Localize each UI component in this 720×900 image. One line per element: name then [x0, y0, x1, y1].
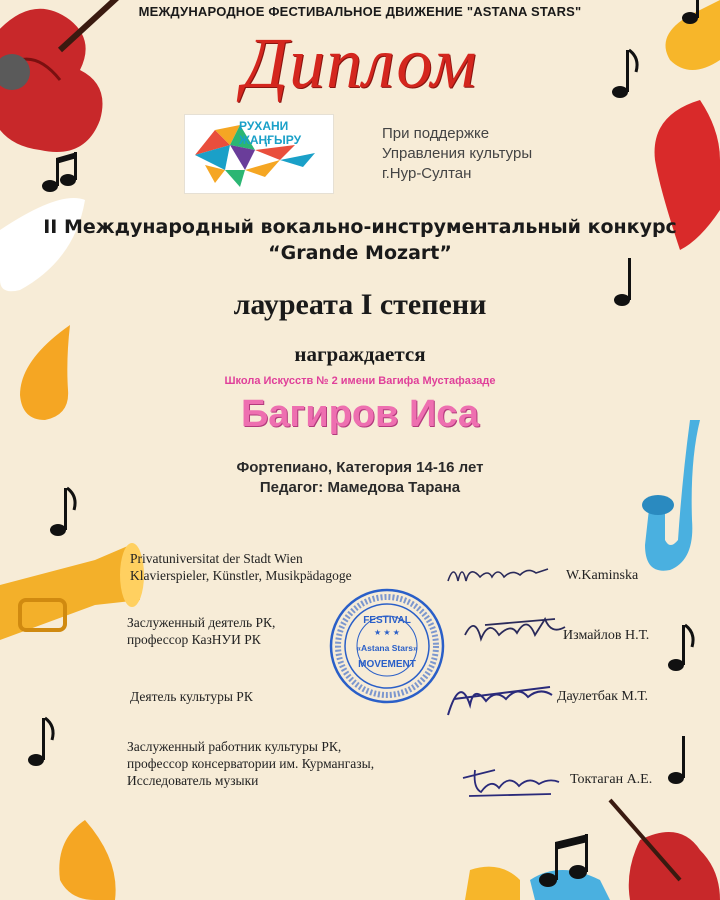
- jury-4-title-line-2: профессор консерватории им. Курмангазы,: [127, 756, 375, 771]
- jury-2-title-line-2: профессор КазНУИ РК: [127, 632, 261, 647]
- support-block: [382, 124, 532, 184]
- jury-2-title-line-1: Заслуженный деятель РК,: [127, 615, 276, 630]
- jury-1-name: W.Kaminska: [566, 568, 639, 583]
- support-line-1: При поддержке: [382, 125, 490, 142]
- stamp-middle-text: «Astana Stars»: [356, 643, 418, 653]
- jury-3-title-line-1: Деятель культуры РК: [130, 689, 253, 704]
- support-line-3: г.Нур-Султан: [382, 165, 472, 182]
- contest-line-2: “Grande Mozart”: [268, 242, 452, 264]
- jury-4-title-line-1: Заслуженный работник культуры РК,: [127, 739, 342, 754]
- stamp-stars-icon: ★ ★ ★: [374, 628, 400, 637]
- logo-line-2: ЖАҢҒЫРУ: [239, 133, 302, 147]
- support-line-2: Управления культуры: [382, 145, 533, 162]
- signature-4-icon: [455, 758, 565, 803]
- contest-line-1: II Международный вокально-инструментальный конкурс: [43, 216, 677, 238]
- music-note-icon: [668, 736, 685, 784]
- trumpet-icon: [0, 543, 144, 640]
- stamp-seal-icon: [328, 587, 446, 705]
- rukhani-zhangyru-logo: [184, 114, 334, 194]
- contest-title: [0, 214, 720, 266]
- jury-4-title-line-3: Исследователь музыки: [127, 773, 259, 788]
- yellow-drop-bottom-shape: [465, 867, 520, 900]
- logo-text: [239, 119, 301, 147]
- award-details: [0, 458, 720, 498]
- teacher-line: Педагог: Мамедова Тарана: [259, 479, 461, 496]
- jury-4-name: Токтаган А.Е.: [570, 772, 653, 787]
- category-line: Фортепиано, Категория 14-16 лет: [236, 459, 484, 476]
- signature-3-icon: [440, 665, 560, 725]
- jury-3-name: Даулетбак М.Т.: [557, 689, 648, 704]
- jury-3-title: [130, 688, 253, 705]
- music-note-icon: [42, 152, 77, 192]
- jury-2-name: Измайлов Н.Т.: [563, 628, 650, 643]
- recipient-name: Багиров Иса: [240, 393, 480, 435]
- stamp-top-text: FESTIVAL: [363, 615, 411, 626]
- orange-drop-bottom-left-shape: [59, 820, 115, 900]
- music-note-icon: [28, 718, 53, 766]
- jury-1-title-line-1: Privatuniversitat der Stadt Wien: [130, 551, 303, 566]
- violin-bottom-right-icon: [610, 800, 720, 900]
- music-note-icon: [668, 625, 693, 671]
- logo-line-1: РУХАНИ: [239, 119, 289, 133]
- organization-heading: МЕЖДУНАРОДНОЕ ФЕСТИВАЛЬНОЕ ДВИЖЕНИЕ "ASTANA STARS": [138, 4, 582, 19]
- jury-2-title: [127, 614, 275, 648]
- school-name: Школа Искусств № 2 имени Вагифа Мустафазаде: [224, 375, 496, 387]
- official-stamp: [328, 587, 446, 705]
- signature-1-icon: [440, 555, 560, 595]
- jury-1-title: [130, 550, 352, 584]
- diploma-title: Диплом: [242, 23, 478, 103]
- awarded-label: награждается: [294, 342, 426, 366]
- signature-2-icon: [455, 605, 575, 655]
- jury-4-title: [127, 738, 374, 789]
- award-degree: лауреата I степени: [233, 288, 487, 321]
- jury-1-title-line-2: Klavierspieler, Künstler, Musikpädagoge: [130, 568, 352, 583]
- stamp-bottom-text: MOVEMENT: [358, 659, 416, 670]
